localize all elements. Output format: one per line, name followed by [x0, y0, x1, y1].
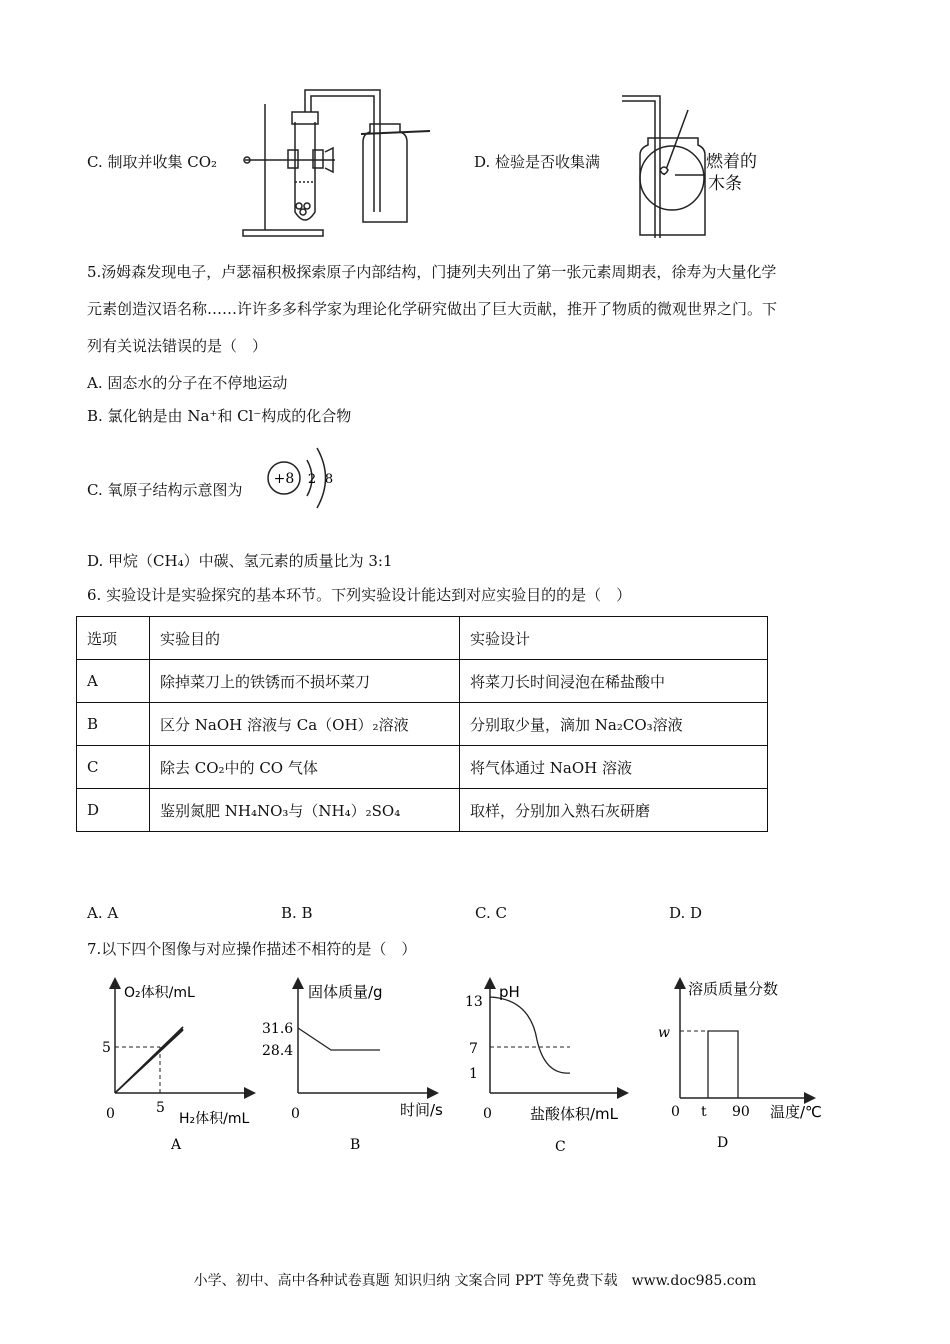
table-cell: 区分 NaOH 溶液与 Ca（OH）₂溶液 [150, 703, 460, 746]
table-row [77, 703, 768, 746]
graph-d-line [708, 1031, 738, 1098]
table-row [77, 746, 768, 789]
q5-option-c: C. 氧原子结构示意图为 [87, 481, 243, 499]
q5-stem-line-1: 5.汤姆森发现电子，卢瑟福积极探索原子内部结构，门捷列夫列出了第一张元素周期表，徐寿为大量化学 [87, 263, 777, 281]
table-cell: B [77, 703, 150, 746]
graph-b-caption: B [350, 1137, 361, 1153]
graph-d-y-tick: w [658, 1025, 670, 1041]
graph-b-y-tick-1: 31.6 [262, 1021, 294, 1037]
table-header-row [77, 617, 768, 660]
graph-d-x-label: 温度/℃ [770, 1103, 822, 1121]
table-cell: 将气体通过 NaOH 溶液 [460, 746, 768, 789]
header-cell: 实验设计 [460, 617, 768, 660]
q5-stem-line-3: 列有关说法错误的是（ ） [87, 337, 268, 355]
graph-b-y-label: 固体质量/g [308, 983, 383, 1001]
q4-option-d: D. 检验是否收集满 [474, 153, 601, 171]
q7-stem: 7.以下四个图像与对应操作描述不相符的是（ ） [87, 940, 417, 958]
nucleus-charge: +8 [273, 471, 295, 487]
graph-d-x-tick-1: t [701, 1104, 707, 1120]
q4-option-c: C. 制取并收集 CO₂ [87, 153, 218, 171]
graph-b [258, 975, 448, 1160]
graph-d-y-label: 溶质质量分数 [688, 980, 779, 998]
table-row [77, 660, 768, 703]
graph-d-x-tick-2: 90 [732, 1104, 750, 1120]
graph-a-y-label: O₂体积/mL [124, 985, 195, 1001]
graph-d-caption: D [717, 1135, 729, 1151]
graph-a-origin: 0 [106, 1106, 115, 1122]
graph-b-origin: 0 [291, 1106, 300, 1122]
q5-option-a: A. 固态水的分子在不停地运动 [87, 374, 288, 392]
q5-option-d: D. 甲烷（CH₄）中碳、氢元素的质量比为 3:1 [87, 552, 393, 570]
table-cell: C [77, 746, 150, 789]
graph-c-y-tick-1: 13 [465, 994, 483, 1010]
graph-b-y-tick-2: 28.4 [262, 1043, 294, 1059]
co2-apparatus-diagram [235, 82, 435, 242]
burning-stick-label-1: 燃着的 [706, 152, 757, 172]
page-footer: 小学、初中、高中各种试卷真题 知识归纳 文案合同 PPT 等免费下载 www.doc985.com [193, 1273, 757, 1289]
table-cell: 将菜刀长时间浸泡在稀盐酸中 [460, 660, 768, 703]
table-row [77, 789, 768, 832]
table-cell: 除掉菜刀上的铁锈而不损坏菜刀 [150, 660, 460, 703]
graph-d [650, 975, 830, 1160]
graph-c-x-label: 盐酸体积/mL [530, 1105, 619, 1123]
q6-answer-d: D. D [669, 904, 703, 922]
q5-option-b: B. 氯化钠是由 Na⁺和 Cl⁻构成的化合物 [87, 407, 352, 425]
graph-c-y-label: pH [499, 983, 520, 1001]
shell-2-electrons: 8 [324, 472, 334, 487]
graph-b-line [298, 1028, 380, 1050]
graph-c-y-tick-3: 1 [469, 1066, 478, 1082]
table-cell: A [77, 660, 150, 703]
header-cell: 实验目的 [150, 617, 460, 660]
graph-a-caption: A [171, 1137, 182, 1153]
graph-d-origin: 0 [671, 1104, 680, 1120]
graph-c [455, 975, 640, 1160]
q6-answer-c: C. C [475, 904, 507, 922]
table-cell: 鉴别氮肥 NH₄NO₃与（NH₄）₂SO₄ [150, 789, 460, 832]
q6-stem: 6. 实验设计是实验探究的基本环节。下列实验设计能达到对应实验目的的是（ ） [87, 586, 632, 604]
table-cell: 除去 CO₂中的 CO 气体 [150, 746, 460, 789]
table-cell: 取样，分别加入熟石灰研磨 [460, 789, 768, 832]
q6-answer-a: A. A [87, 904, 119, 922]
table-cell: D [77, 789, 150, 832]
graph-c-caption: C [555, 1139, 566, 1155]
graph-c-curve [490, 997, 570, 1073]
header-cell: 选项 [77, 617, 150, 660]
graph-a-x-label: H₂体积/mL [179, 1111, 250, 1127]
oxygen-atom-structure-diagram [262, 440, 342, 520]
q6-answer-b: B. B [281, 904, 313, 922]
q5-stem-line-2: 元素创造汉语名称……许许多多科学家为理论化学研究做出了巨大贡献，推开了物质的微观世界之门。下 [87, 300, 778, 318]
graph-c-origin: 0 [483, 1106, 492, 1122]
graph-b-x-label: 时间/s [400, 1101, 443, 1119]
graph-a-x-tick: 5 [156, 1100, 165, 1116]
graph-a-y-tick: 5 [102, 1040, 111, 1056]
graph-c-y-tick-2: 7 [469, 1041, 478, 1057]
q6-table [76, 616, 768, 832]
graph-a [95, 975, 270, 1160]
burning-stick-label-2: 木条 [708, 174, 742, 194]
shell-1-electrons: 2 [307, 472, 317, 487]
graph-a-line [115, 1030, 183, 1093]
table-cell: 分别取少量，滴加 Na₂CO₃溶液 [460, 703, 768, 746]
